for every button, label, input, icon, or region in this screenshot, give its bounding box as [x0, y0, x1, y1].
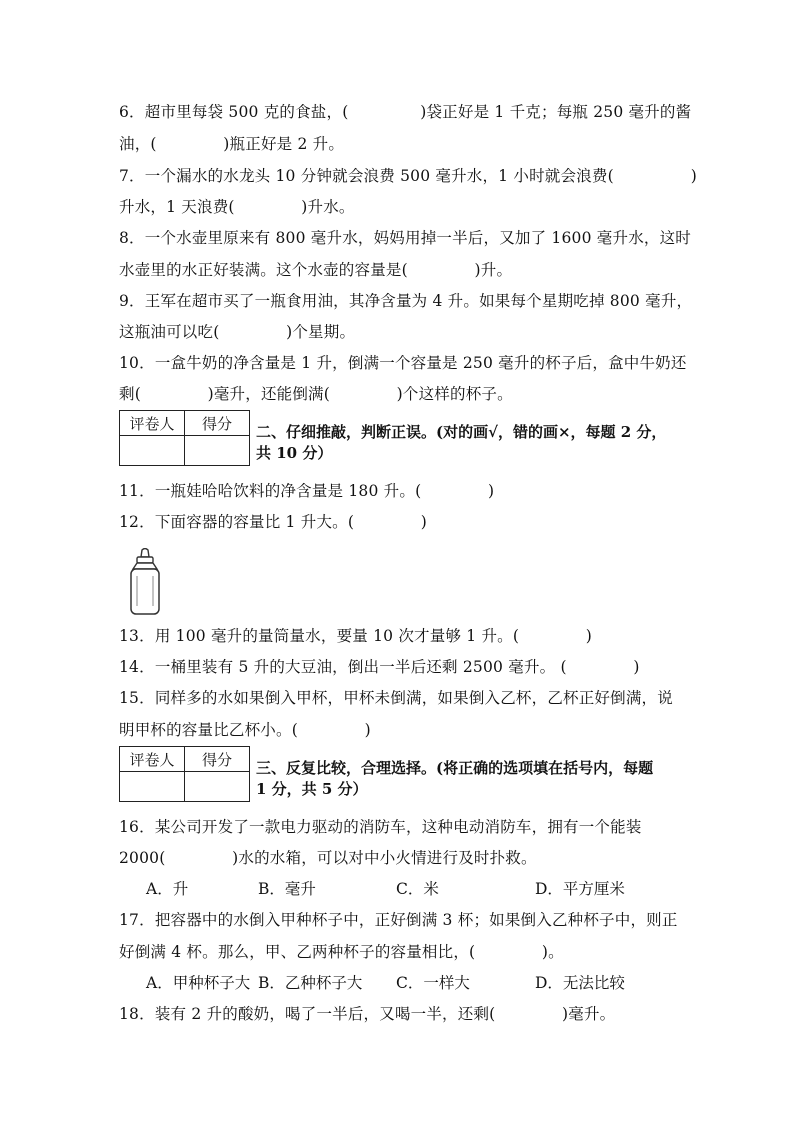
q7-line1: 7．一个漏水的水龙头 10 分钟就会浪费 500 毫升水，1 小时就会浪费( ) [119, 167, 697, 185]
q16-option-d[interactable]: D．平方厘米 [535, 880, 625, 898]
section3-title-line1: 三、反复比较，合理选择。(将正确的选项填在括号内，每题 [256, 759, 654, 777]
section2-title-line1: 二、仔细推敲，判断正误。(对的画√，错的画×，每题 2 分， [256, 423, 667, 441]
q16-option-c[interactable]: C．米 [396, 880, 439, 898]
q6-line1: 6．超市里每袋 500 克的食盐，( )袋正好是 1 千克；每瓶 250 毫升的酱 [119, 103, 692, 121]
q15-line1: 15．同样多的水如果倒入甲杯，甲杯未倒满，如果倒入乙杯，乙杯正好倒满，说 [119, 689, 673, 707]
reviewer-label: 评卷人 [120, 747, 185, 772]
baby-bottle-icon [126, 548, 164, 616]
reviewer-label: 评卷人 [120, 411, 185, 436]
section3-title-line2: 1 分，共 5 分） [256, 780, 368, 798]
reviewer-cell[interactable] [120, 436, 185, 466]
section2-title-line2: 共 10 分） [256, 444, 333, 462]
q9-line2: 这瓶油可以吃( )个星期。 [119, 323, 356, 341]
q12: 12．下面容器的容量比 1 升大。( ) [119, 513, 427, 531]
q16-option-b[interactable]: B．毫升 [258, 880, 316, 898]
q13: 13．用 100 毫升的量筒量水，要量 10 次才量够 1 升。( ) [119, 627, 593, 645]
q10-line1: 10．一盒牛奶的净含量是 1 升，倒满一个容量是 250 毫升的杯子后，盒中牛奶还 [119, 354, 687, 372]
q17-option-c[interactable]: C．一样大 [396, 974, 470, 992]
q8-line1: 8．一个水壶里原来有 800 毫升水，妈妈用掉一半后，又加了 1600 毫升水，这时 [119, 229, 692, 247]
q17-option-d[interactable]: D．无法比较 [535, 974, 625, 992]
score-cell[interactable] [185, 772, 250, 802]
q9-line1: 9．王军在超市买了一瓶食用油，其净含量为 4 升。如果每个星期吃掉 800 毫升， [119, 292, 693, 310]
q10-line2: 剩( )毫升，还能倒满( )个这样的杯子。 [119, 385, 513, 403]
q16-option-a[interactable]: A．升 [146, 880, 189, 898]
q18: 18．装有 2 升的酸奶，喝了一半后，又喝一半，还剩( )毫升。 [119, 1005, 616, 1023]
q17-line1: 17．把容器中的水倒入甲种杯子中，正好倒满 3 杯；如果倒入乙种杯子中，则正 [119, 911, 678, 929]
q17-option-b[interactable]: B．乙种杯子大 [258, 974, 363, 992]
q16-line2: 2000( )水的水箱，可以对中小火情进行及时扑救。 [119, 849, 537, 867]
q11: 11．一瓶娃哈哈饮料的净含量是 180 升。( ) [119, 482, 495, 500]
q14: 14．一桶里装有 5 升的大豆油，倒出一半后还剩 2500 毫升。 ( ) [119, 658, 640, 676]
q8-line2: 水壶里的水正好装满。这个水壶的容量是( )升。 [119, 261, 513, 279]
score-label: 得分 [185, 747, 250, 772]
score-cell[interactable] [185, 436, 250, 466]
score-label: 得分 [185, 411, 250, 436]
score-table-section3 [119, 746, 250, 802]
score-table-section2 [119, 410, 250, 466]
q15-line2: 明甲杯的容量比乙杯小。( ) [119, 721, 371, 739]
q6-line2: 油，( )瓶正好是 2 升。 [119, 135, 345, 153]
q17-option-a[interactable]: A．甲种杯子大 [146, 974, 251, 992]
q17-line2: 好倒满 4 杯。那么，甲、乙两种杯子的容量相比，( )。 [119, 943, 564, 961]
q7-line2: 升水，1 天浪费( )升水。 [119, 198, 355, 216]
reviewer-cell[interactable] [120, 772, 185, 802]
q16-line1: 16．某公司开发了一款电力驱动的消防车，这种电动消防车，拥有一个能装 [119, 818, 642, 836]
